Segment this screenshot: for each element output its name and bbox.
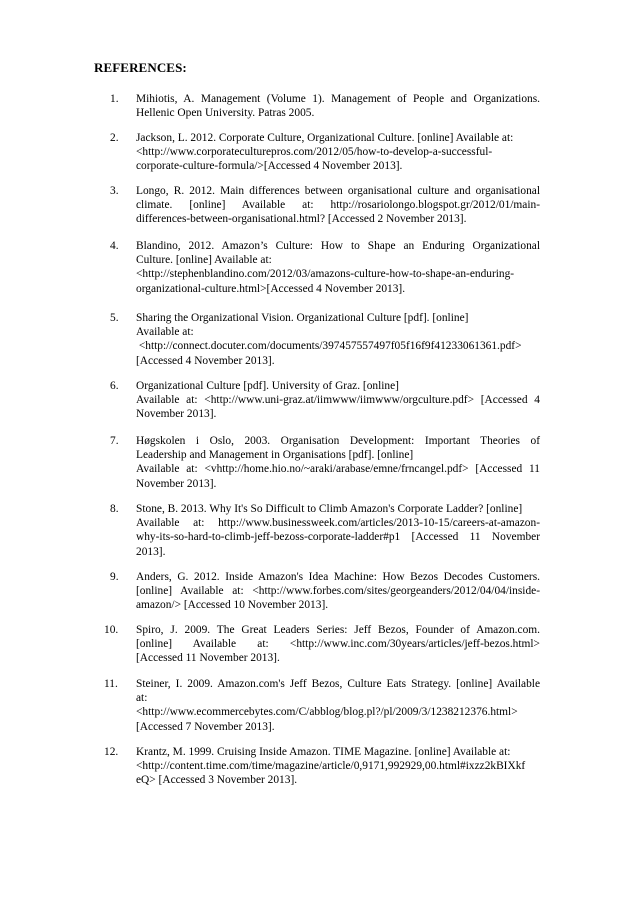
reference-line: <http://content.time.com/time/magazine/article/0,9171,992929,00.html#ixzz2kBIXkf <box>136 760 526 773</box>
reference-line: differences-between-organisational.html? [Accessed 2 November 2013]. <box>136 213 467 226</box>
reference-line: Krantz, M. 1999. Cruising Inside Amazon. TIME Magazine. [online] Available at: <box>136 746 511 758</box>
reference-line: corporate-culture-formula/>[Accessed 4 November 2013]. <box>136 160 403 173</box>
reference-item <box>110 131 540 174</box>
reference-item <box>110 184 540 227</box>
reference-line: Available at: <vhttp://home.hio.no/~araki/arabase/emne/frncangel.pdf> [Accessed 11 <box>136 463 540 476</box>
reference-line: Culture. [online] Available at: <box>136 254 272 267</box>
reference-number: 12. <box>104 746 119 758</box>
reference-line: Organizational Culture [pdf]. University of Graz. [online] <box>136 380 399 392</box>
reference-line: [online] Available at: <http://www.forbes.com/sites/georgeanders/2012/04/04/inside- <box>136 585 540 598</box>
reference-line: November 2013]. <box>136 408 217 421</box>
reference-line: <http://stephenblandino.com/2012/03/amazons-culture-how-to-shape-an-enduring- <box>136 268 515 281</box>
reference-line: Longo, R. 2012. Main differences between organisational culture and organisational <box>136 185 540 197</box>
reference-number: 3. <box>110 185 119 197</box>
reference-line: Høgskolen i Oslo, 2003. Organisation Development: Important Theories of <box>136 435 540 447</box>
reference-line: Available at: http://www.businessweek.com/articles/2013-10-15/careers-at-amazon- <box>136 517 540 530</box>
reference-line: 2013]. <box>136 545 166 558</box>
reference-text <box>136 379 540 422</box>
references-heading: REFERENCES: <box>94 60 187 75</box>
reference-item <box>104 677 540 734</box>
reference-line: why-its-so-hard-to-climb-jeff-bezoss-corporate-ladder#p1 [Accessed 11 November <box>136 531 540 544</box>
reference-line: at: <box>136 692 148 705</box>
reference-text <box>136 623 540 666</box>
reference-item <box>110 570 540 613</box>
reference-line: Sharing the Organizational Vision. Organizational Culture [pdf]. [online] <box>136 312 469 324</box>
reference-line: Jackson, L. 2012. Corporate Culture, Organizational Culture. [online] Available at: <box>136 132 514 144</box>
reference-text <box>136 239 540 296</box>
reference-text <box>136 570 540 613</box>
reference-line: [Accessed 7 November 2013]. <box>136 720 275 733</box>
reference-line: Leadership and Management in Organisations [pdf]. [online] <box>136 449 414 462</box>
reference-number: 6. <box>110 380 119 392</box>
reference-number: 4. <box>110 240 119 252</box>
reference-item <box>110 239 540 296</box>
reference-text <box>136 92 540 120</box>
reference-line: <http://www.ecommercebytes.com/C/abblog/blog.pl?/pl/2009/3/1238212376.html> <box>136 706 518 719</box>
reference-number: 8. <box>110 503 119 515</box>
reference-text <box>136 502 540 559</box>
reference-text <box>136 311 540 368</box>
reference-item <box>110 379 540 422</box>
reference-text <box>136 184 540 227</box>
reference-line: Blandino, 2012. Amazon’s Culture: How to Shape an Enduring Organizational <box>136 240 540 252</box>
reference-number: 2. <box>110 132 119 144</box>
reference-line: eQ> [Accessed 3 November 2013]. <box>136 774 298 787</box>
reference-line: Stone, B. 2013. Why It's So Difficult to Climb Amazon's Corporate Ladder? [online] <box>136 503 523 515</box>
reference-item <box>110 502 540 559</box>
reference-number: 5. <box>110 312 119 324</box>
reference-line: climate. [online] Available at: http://rosariolongo.blogspot.gr/2012/01/main- <box>136 199 540 212</box>
reference-line: amazon/> [Accessed 10 November 2013]. <box>136 599 329 612</box>
reference-line: Available at: <box>136 326 194 339</box>
reference-number: 10. <box>104 624 119 636</box>
reference-number: 11. <box>104 678 118 690</box>
reference-line: [Accessed 4 November 2013]. <box>136 354 275 367</box>
reference-item <box>104 745 540 788</box>
reference-line: [Accessed 11 November 2013]. <box>136 652 280 665</box>
reference-line: Anders, G. 2012. Inside Amazon's Idea Machine: How Bezos Decodes Customers. <box>136 571 540 583</box>
reference-item <box>104 623 540 666</box>
reference-item <box>110 92 540 120</box>
reference-text <box>136 434 540 491</box>
reference-text <box>136 131 540 174</box>
reference-item <box>110 434 540 491</box>
reference-number: 7. <box>110 435 119 447</box>
reference-text <box>136 677 540 734</box>
reference-line: <http://connect.docuter.com/documents/397457557497f05f16f9f41233061361.pdf> <box>136 340 522 353</box>
reference-line: Mihiotis, A. Management (Volume 1). Management of People and Organizations. <box>136 93 540 105</box>
reference-line: Steiner, I. 2009. Amazon.com's Jeff Bezos, Culture Eats Strategy. [online] Available <box>136 678 540 690</box>
reference-number: 9. <box>110 571 119 583</box>
reference-line: Hellenic Open University. Patras 2005. <box>136 107 315 120</box>
reference-line: organizational-culture.html>[Accessed 4 November 2013]. <box>136 282 406 295</box>
reference-line: [online] Available at: <http://www.inc.com/30years/articles/jeff-bezos.html> <box>136 638 540 651</box>
reference-line: <http://www.corporateculturepros.com/2012/05/how-to-develop-a-successful- <box>136 146 493 159</box>
reference-number: 1. <box>110 93 119 105</box>
reference-line: Spiro, J. 2009. The Great Leaders Series: Jeff Bezos, Founder of Amazon.com. <box>136 624 540 636</box>
reference-item <box>110 311 540 368</box>
reference-line: November 2013]. <box>136 477 217 490</box>
reference-line: Available at: <http://www.uni-graz.at/iimwww/iimwww/orgculture.pdf> [Accessed 4 <box>136 394 540 407</box>
reference-text <box>136 745 540 788</box>
